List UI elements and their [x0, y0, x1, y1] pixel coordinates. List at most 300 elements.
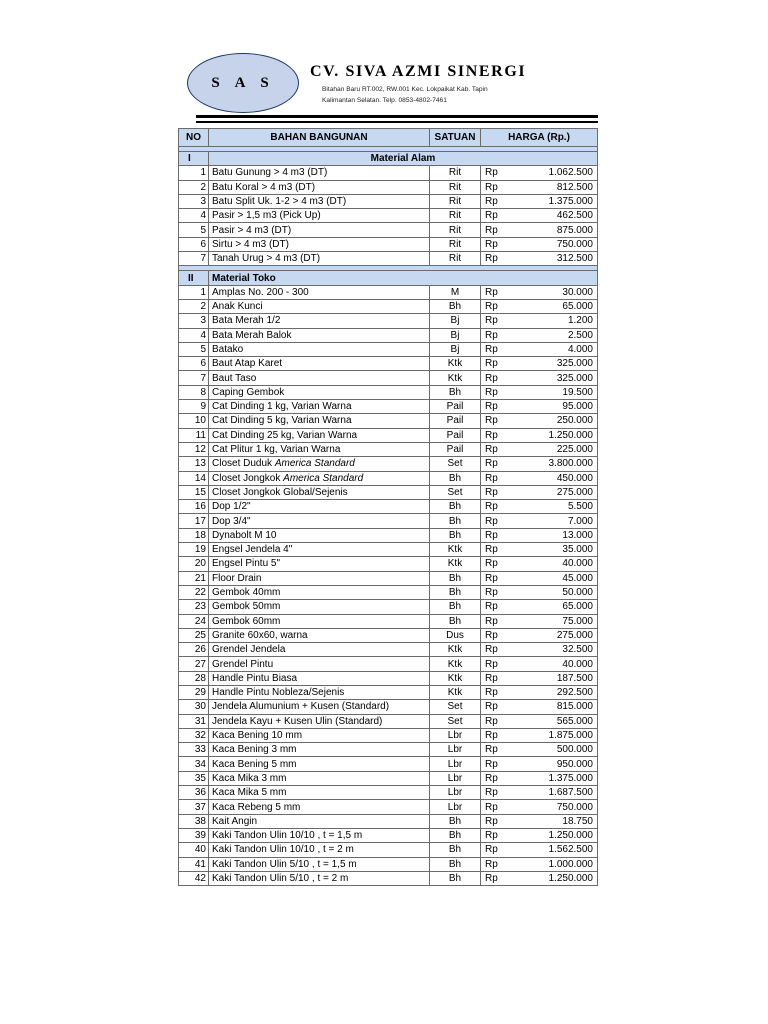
- header-rule-thick: [196, 115, 598, 118]
- material-name: Cat Dinding 25 kg, Varian Warna: [212, 429, 358, 441]
- currency-cell: Rp: [481, 314, 507, 328]
- table-row: [179, 585, 598, 599]
- material-name-cell: [209, 285, 430, 299]
- price-cell: 1.000.000: [507, 857, 598, 871]
- material-name: Batu Gunung > 4 m3 (DT): [212, 167, 328, 179]
- table-row: [179, 471, 598, 485]
- table-row: [179, 571, 598, 585]
- price-cell: 65.000: [507, 600, 598, 614]
- row-number: 36: [179, 786, 209, 800]
- row-number: 2: [179, 180, 209, 194]
- price-cell: 292.500: [507, 685, 598, 699]
- material-name-cell: [209, 528, 430, 542]
- row-number: 26: [179, 643, 209, 657]
- table-row: [179, 743, 598, 757]
- unit-cell: Ktk: [430, 543, 481, 557]
- unit-cell: Pail: [430, 400, 481, 414]
- material-name: Engsel Jendela 4": [212, 544, 293, 556]
- row-number: 39: [179, 828, 209, 842]
- row-number: 9: [179, 400, 209, 414]
- row-number: 21: [179, 571, 209, 585]
- header-rule-thin: [196, 121, 598, 123]
- table-row: [179, 485, 598, 499]
- table-row: [179, 194, 598, 208]
- row-number: 38: [179, 814, 209, 828]
- currency-cell: Rp: [481, 223, 507, 237]
- table-row: [179, 700, 598, 714]
- section-number: II: [179, 271, 209, 285]
- unit-cell: Set: [430, 700, 481, 714]
- material-name: Kaca Rebeng 5 mm: [212, 801, 301, 813]
- row-number: 41: [179, 857, 209, 871]
- currency-cell: Rp: [481, 180, 507, 194]
- material-name: Kaki Tandon Ulin 5/10 , t = 2 m: [212, 872, 349, 884]
- row-number: 16: [179, 500, 209, 514]
- material-name: Closet Jongkok: [212, 472, 284, 484]
- row-number: 3: [179, 314, 209, 328]
- unit-cell: Bh: [430, 857, 481, 871]
- material-name-cell: [209, 442, 430, 456]
- price-cell: 565.000: [507, 714, 598, 728]
- price-cell: 500.000: [507, 743, 598, 757]
- table-row: [179, 557, 598, 571]
- currency-cell: Rp: [481, 428, 507, 442]
- material-name: Bata Merah 1/2: [212, 315, 281, 327]
- row-number: 15: [179, 485, 209, 499]
- unit-cell: Bh: [430, 600, 481, 614]
- material-name-cell: [209, 237, 430, 251]
- table-row: [179, 871, 598, 885]
- unit-cell: Bh: [430, 385, 481, 399]
- material-name: Baut Atap Karet: [212, 358, 283, 370]
- material-name: Bata Merah Balok: [212, 329, 292, 341]
- unit-cell: Bh: [430, 614, 481, 628]
- currency-cell: Rp: [481, 643, 507, 657]
- table-row: [179, 223, 598, 237]
- table-row: [179, 714, 598, 728]
- price-cell: 1.375.000: [507, 771, 598, 785]
- price-cell: 875.000: [507, 223, 598, 237]
- table-row: [179, 857, 598, 871]
- material-name: Kaki Tandon Ulin 10/10 , t = 1,5 m: [212, 830, 363, 842]
- unit-cell: Set: [430, 485, 481, 499]
- unit-cell: Pail: [430, 428, 481, 442]
- material-name: Dop 3/4": [212, 515, 251, 527]
- table-row: [179, 328, 598, 342]
- material-name-cell: [209, 828, 430, 842]
- price-cell: 5.500: [507, 500, 598, 514]
- row-number: 30: [179, 700, 209, 714]
- row-number: 1: [179, 285, 209, 299]
- address-line-1: Bitahan Baru RT.002, RW.001 Kec. Lokpaikat Kab. Tapin: [322, 86, 488, 93]
- price-cell: 1.062.500: [507, 166, 598, 180]
- currency-cell: Rp: [481, 442, 507, 456]
- row-number: 42: [179, 871, 209, 885]
- material-name: Granite 60x60, warna: [212, 629, 308, 641]
- currency-cell: Rp: [481, 614, 507, 628]
- material-name: Gembok 60mm: [212, 615, 281, 627]
- price-cell: 450.000: [507, 471, 598, 485]
- price-cell: 1.875.000: [507, 728, 598, 742]
- currency-cell: Rp: [481, 814, 507, 828]
- material-name-cell: [209, 314, 430, 328]
- material-name-cell: [209, 357, 430, 371]
- unit-cell: Dus: [430, 628, 481, 642]
- price-cell: 312.500: [507, 252, 598, 266]
- price-cell: 50.000: [507, 585, 598, 599]
- price-cell: 30.000: [507, 285, 598, 299]
- material-name: Jendela Alumunium + Kusen (Standard): [212, 701, 390, 713]
- material-name-cell: [209, 328, 430, 342]
- material-name-cell: [209, 643, 430, 657]
- price-cell: 35.000: [507, 543, 598, 557]
- material-name: Caping Gembok: [212, 386, 285, 398]
- unit-cell: Bh: [430, 843, 481, 857]
- currency-cell: Rp: [481, 414, 507, 428]
- currency-cell: Rp: [481, 194, 507, 208]
- material-name: Handle Pintu Biasa: [212, 672, 298, 684]
- table-row: [179, 500, 598, 514]
- price-cell: 1.200: [507, 314, 598, 328]
- price-cell: 812.500: [507, 180, 598, 194]
- material-name-cell: [209, 485, 430, 499]
- price-cell: 275.000: [507, 485, 598, 499]
- unit-cell: Bh: [430, 471, 481, 485]
- currency-cell: Rp: [481, 871, 507, 885]
- material-name-cell: [209, 252, 430, 266]
- table-row: [179, 671, 598, 685]
- table-row: [179, 786, 598, 800]
- currency-cell: Rp: [481, 800, 507, 814]
- material-name-cell: [209, 685, 430, 699]
- column-header-price: HARGA (Rp.): [481, 129, 598, 147]
- company-address: [322, 84, 562, 106]
- unit-cell: Lbr: [430, 728, 481, 742]
- price-cell: 40.000: [507, 557, 598, 571]
- price-cell: 815.000: [507, 700, 598, 714]
- currency-cell: Rp: [481, 786, 507, 800]
- material-name-cell: [209, 728, 430, 742]
- currency-cell: Rp: [481, 237, 507, 251]
- currency-cell: Rp: [481, 209, 507, 223]
- material-name: Sirtu > 4 m3 (DT): [212, 238, 289, 250]
- material-name-cell: [209, 614, 430, 628]
- price-cell: 7.000: [507, 514, 598, 528]
- column-header-no: NO: [179, 129, 209, 147]
- material-name-cell: [209, 371, 430, 385]
- material-name-cell: [209, 700, 430, 714]
- table-row: [179, 728, 598, 742]
- material-name-cell: [209, 771, 430, 785]
- currency-cell: Rp: [481, 485, 507, 499]
- material-name-cell: [209, 428, 430, 442]
- material-name-cell: [209, 223, 430, 237]
- row-number: 20: [179, 557, 209, 571]
- price-cell: 40.000: [507, 657, 598, 671]
- unit-cell: Lbr: [430, 786, 481, 800]
- table-row: [179, 285, 598, 299]
- price-cell: 325.000: [507, 371, 598, 385]
- unit-cell: Rit: [430, 166, 481, 180]
- unit-cell: Bh: [430, 814, 481, 828]
- currency-cell: Rp: [481, 543, 507, 557]
- row-number: 33: [179, 743, 209, 757]
- unit-cell: Ktk: [430, 685, 481, 699]
- currency-cell: Rp: [481, 357, 507, 371]
- table-row: [179, 252, 598, 266]
- address-line-2: Kalimantan Selatan. Telp. 0853-4802-7461: [322, 97, 447, 104]
- material-name-cell: [209, 471, 430, 485]
- material-name-cell: [209, 194, 430, 208]
- row-number: 14: [179, 471, 209, 485]
- price-cell: 1.375.000: [507, 194, 598, 208]
- currency-cell: Rp: [481, 685, 507, 699]
- row-number: 18: [179, 528, 209, 542]
- unit-cell: Ktk: [430, 357, 481, 371]
- material-name: Kaca Mika 5 mm: [212, 787, 287, 799]
- material-name-cell: [209, 800, 430, 814]
- unit-cell: Rit: [430, 194, 481, 208]
- row-number: 37: [179, 800, 209, 814]
- price-cell: 1.562.500: [507, 843, 598, 857]
- unit-cell: Ktk: [430, 643, 481, 657]
- company-logo: [187, 53, 299, 113]
- unit-cell: Bh: [430, 528, 481, 542]
- material-name-cell: [209, 743, 430, 757]
- unit-cell: Bh: [430, 299, 481, 313]
- material-name: Kaki Tandon Ulin 10/10 , t = 2 m: [212, 844, 354, 856]
- currency-cell: Rp: [481, 657, 507, 671]
- table-row: [179, 828, 598, 842]
- section-number: I: [179, 152, 209, 166]
- unit-cell: Bh: [430, 828, 481, 842]
- row-number: 7: [179, 252, 209, 266]
- unit-cell: Bj: [430, 314, 481, 328]
- material-name-cell: [209, 757, 430, 771]
- table-row: [179, 457, 598, 471]
- currency-cell: Rp: [481, 371, 507, 385]
- price-cell: 1.250.000: [507, 828, 598, 842]
- material-name-cell: [209, 543, 430, 557]
- unit-cell: Ktk: [430, 557, 481, 571]
- price-cell: 1.250.000: [507, 428, 598, 442]
- material-name-cell: [209, 180, 430, 194]
- section-header-row: [179, 152, 598, 166]
- material-name-cell: [209, 657, 430, 671]
- company-name: CV. SIVA AZMI SINERGI: [310, 63, 527, 80]
- table-row: [179, 385, 598, 399]
- material-name: Grendel Jendela: [212, 644, 286, 656]
- unit-cell: Rit: [430, 223, 481, 237]
- currency-cell: Rp: [481, 743, 507, 757]
- table-row: [179, 800, 598, 814]
- price-cell: 3.800.000: [507, 457, 598, 471]
- currency-cell: Rp: [481, 757, 507, 771]
- material-name-cell: [209, 814, 430, 828]
- material-name-cell: [209, 714, 430, 728]
- table-row: [179, 237, 598, 251]
- material-name: Jendela Kayu + Kusen Ulin (Standard): [212, 715, 383, 727]
- table-row: [179, 357, 598, 371]
- material-name: Batu Split Uk. 1-2 > 4 m3 (DT): [212, 196, 347, 208]
- row-number: 40: [179, 843, 209, 857]
- price-cell: 187.500: [507, 671, 598, 685]
- material-name: Kaca Mika 3 mm: [212, 772, 287, 784]
- price-cell: 1.687.500: [507, 786, 598, 800]
- currency-cell: Rp: [481, 557, 507, 571]
- unit-cell: Set: [430, 457, 481, 471]
- price-cell: 325.000: [507, 357, 598, 371]
- material-name: Kait Angin: [212, 815, 258, 827]
- material-name: Kaki Tandon Ulin 5/10 , t = 1,5 m: [212, 858, 357, 870]
- material-name-cell: [209, 342, 430, 356]
- price-cell: 2.500: [507, 328, 598, 342]
- row-number: 13: [179, 457, 209, 471]
- material-name: Closet Duduk: [212, 458, 275, 470]
- material-name: Baut Taso: [212, 372, 257, 384]
- material-name-cell: [209, 414, 430, 428]
- currency-cell: Rp: [481, 857, 507, 871]
- table-row: [179, 442, 598, 456]
- price-cell: 4.000: [507, 342, 598, 356]
- currency-cell: Rp: [481, 252, 507, 266]
- price-cell: 225.000: [507, 442, 598, 456]
- material-name: Floor Drain: [212, 572, 262, 584]
- row-number: 19: [179, 543, 209, 557]
- table-row: [179, 771, 598, 785]
- unit-cell: Bh: [430, 585, 481, 599]
- material-name-cell: [209, 857, 430, 871]
- material-name-cell: [209, 166, 430, 180]
- row-number: 23: [179, 600, 209, 614]
- logo-text: S A S: [211, 74, 275, 91]
- material-name-cell: [209, 457, 430, 471]
- unit-cell: Pail: [430, 442, 481, 456]
- table-row: [179, 428, 598, 442]
- material-name: Kaca Bening 3 mm: [212, 744, 297, 756]
- material-name: Anak Kunci: [212, 301, 263, 313]
- table-row: [179, 543, 598, 557]
- material-name-cell: [209, 585, 430, 599]
- row-number: 31: [179, 714, 209, 728]
- price-cell: 95.000: [507, 400, 598, 414]
- table-row: [179, 414, 598, 428]
- material-name: Grendel Pintu: [212, 658, 274, 670]
- unit-cell: Pail: [430, 414, 481, 428]
- material-name-cell: [209, 557, 430, 571]
- letterhead: [0, 0, 768, 125]
- material-name: Dop 1/2": [212, 501, 251, 513]
- table-row: [179, 685, 598, 699]
- table-row: [179, 643, 598, 657]
- material-name: Gembok 40mm: [212, 587, 281, 599]
- row-number: 6: [179, 357, 209, 371]
- table-row: [179, 614, 598, 628]
- section-header-row: [179, 271, 598, 285]
- material-name: Dynabolt M 10: [212, 529, 277, 541]
- table-row: [179, 209, 598, 223]
- currency-cell: Rp: [481, 385, 507, 399]
- price-list-table: [178, 128, 598, 886]
- row-number: 4: [179, 209, 209, 223]
- table-row: [179, 528, 598, 542]
- unit-cell: Lbr: [430, 800, 481, 814]
- table-row: [179, 514, 598, 528]
- row-number: 34: [179, 757, 209, 771]
- unit-cell: Set: [430, 714, 481, 728]
- unit-cell: Lbr: [430, 757, 481, 771]
- price-cell: 13.000: [507, 528, 598, 542]
- unit-cell: Lbr: [430, 771, 481, 785]
- currency-cell: Rp: [481, 328, 507, 342]
- row-number: 5: [179, 342, 209, 356]
- currency-cell: Rp: [481, 457, 507, 471]
- price-cell: 1.250.000: [507, 871, 598, 885]
- table-header-row: [179, 129, 598, 147]
- material-name-cell: [209, 671, 430, 685]
- material-name-cell: [209, 571, 430, 585]
- unit-cell: Bh: [430, 571, 481, 585]
- column-header-material: BAHAN BANGUNAN: [209, 129, 430, 147]
- material-brand: America Standard: [283, 472, 364, 484]
- row-number: 11: [179, 428, 209, 442]
- table-row: [179, 814, 598, 828]
- price-cell: 750.000: [507, 800, 598, 814]
- unit-cell: Rit: [430, 237, 481, 251]
- price-cell: 462.500: [507, 209, 598, 223]
- row-number: 2: [179, 299, 209, 313]
- row-number: 28: [179, 671, 209, 685]
- table-row: [179, 843, 598, 857]
- price-cell: 250.000: [507, 414, 598, 428]
- material-name: Engsel Pintu 5": [212, 558, 281, 570]
- currency-cell: Rp: [481, 714, 507, 728]
- table-row: [179, 371, 598, 385]
- table-row: [179, 657, 598, 671]
- currency-cell: Rp: [481, 471, 507, 485]
- material-name: Amplas No. 200 - 300: [212, 286, 309, 298]
- currency-cell: Rp: [481, 585, 507, 599]
- row-number: 7: [179, 371, 209, 385]
- material-name-cell: [209, 500, 430, 514]
- currency-cell: Rp: [481, 166, 507, 180]
- price-cell: 750.000: [507, 237, 598, 251]
- unit-cell: Bh: [430, 871, 481, 885]
- currency-cell: Rp: [481, 600, 507, 614]
- table-row: [179, 600, 598, 614]
- table-row: [179, 166, 598, 180]
- material-name-cell: [209, 514, 430, 528]
- material-name: Kaca Bening 5 mm: [212, 758, 297, 770]
- row-number: 4: [179, 328, 209, 342]
- currency-cell: Rp: [481, 400, 507, 414]
- material-name: Gembok 50mm: [212, 601, 281, 613]
- unit-cell: Rit: [430, 209, 481, 223]
- unit-cell: Rit: [430, 180, 481, 194]
- row-number: 25: [179, 628, 209, 642]
- price-cell: 950.000: [507, 757, 598, 771]
- material-name: Batu Koral > 4 m3 (DT): [212, 181, 316, 193]
- section-title: Material Alam: [209, 152, 598, 166]
- row-number: 6: [179, 237, 209, 251]
- price-cell: 18.750: [507, 814, 598, 828]
- unit-cell: Ktk: [430, 371, 481, 385]
- material-name: Batako: [212, 344, 244, 355]
- currency-cell: Rp: [481, 628, 507, 642]
- unit-cell: Bj: [430, 328, 481, 342]
- unit-cell: Bh: [430, 514, 481, 528]
- material-brand: America Standard: [274, 458, 355, 470]
